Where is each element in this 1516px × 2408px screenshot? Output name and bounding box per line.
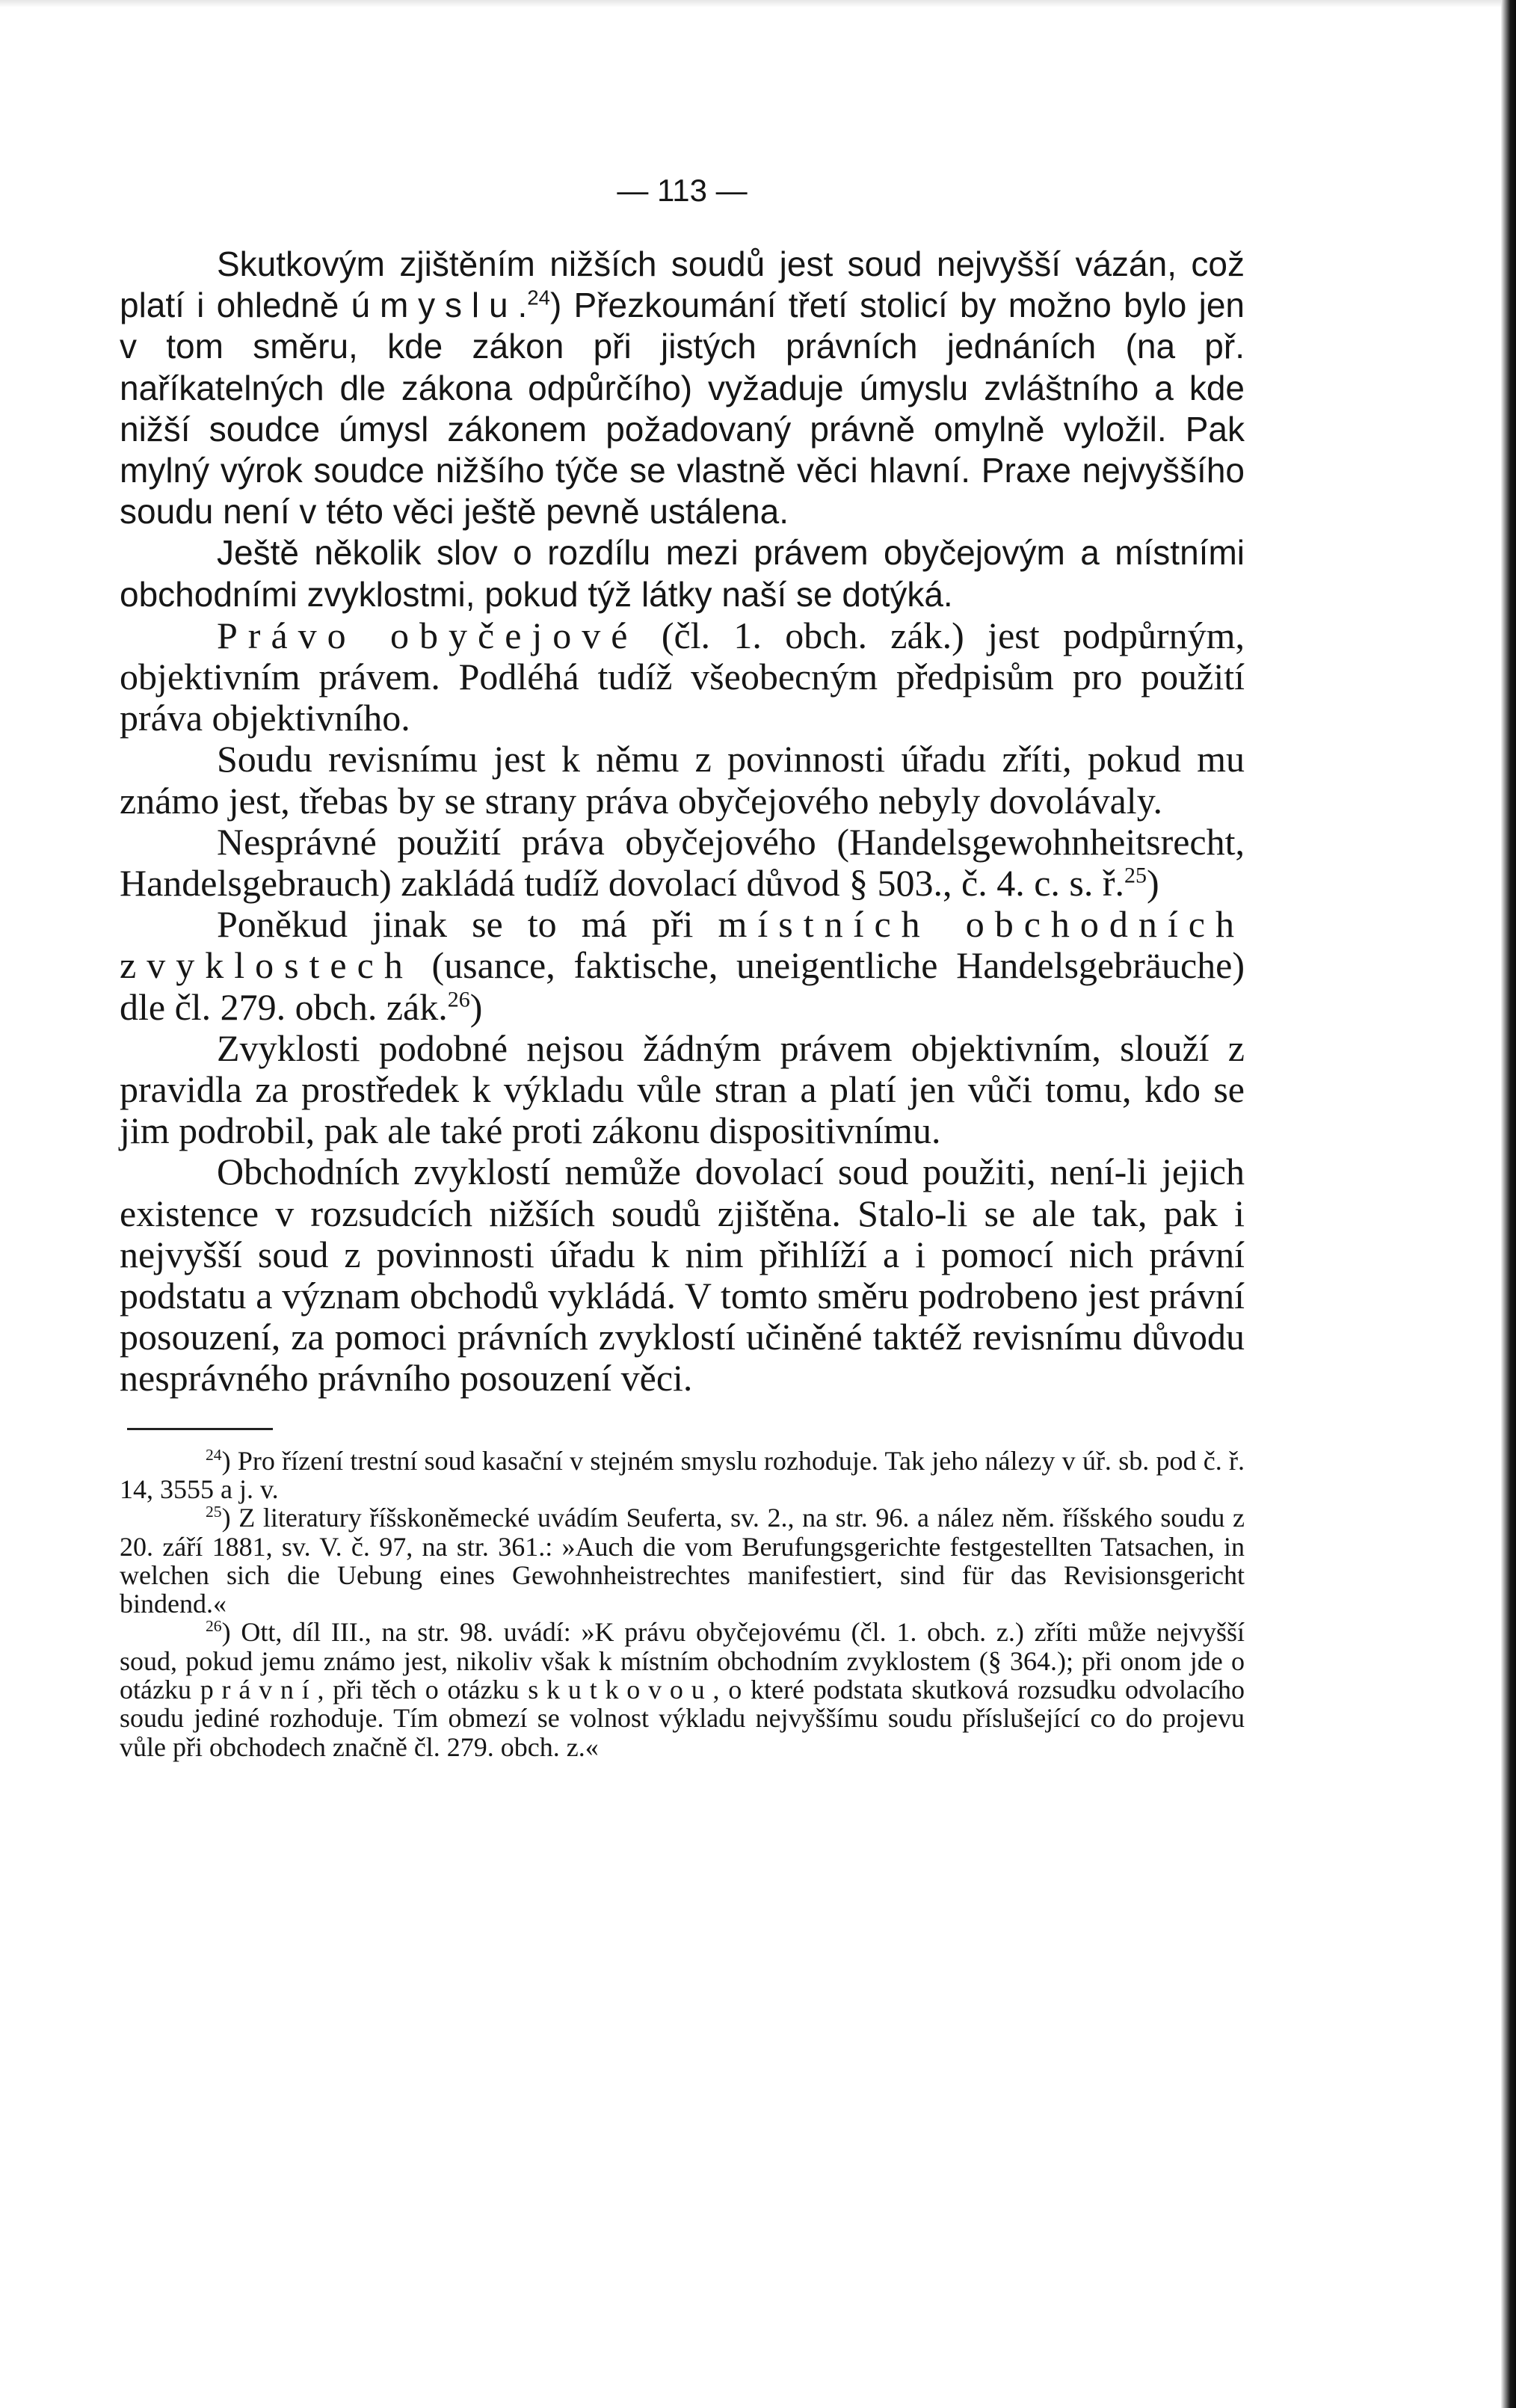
- footnote-ref: 26: [206, 1617, 222, 1636]
- page-number: — 113 —: [617, 173, 748, 208]
- footnote-separator: [127, 1428, 273, 1430]
- text-run: ) Přezkoumání třetí stolicí by možno bylo jen v tom směru, kde zákon při jistých právních jednáních (na př. naříkatelných dle zákona odpůrčího) vyžaduje úmyslu zvláštního a kde nižší soudce úmysl zákonem požadovaný právně omylně vyložil. Pak mylný výrok soudce nižšího týče se vlastně věci hlavní. Praxe nejvyššího soudu není v této věci ještě pevně ustálena.: [120, 286, 1245, 532]
- footnote: [120, 1618, 1245, 1761]
- footnote-ref: 26: [447, 987, 470, 1011]
- footnotes: [120, 1447, 1245, 1761]
- text-run: Nesprávné použití práva obyčejového (Handelsgewohnheitsrecht, Handelsgebrauch) zakládá tudíž dovolací důvod § 503., č. 4. c. s. ř.: [120, 820, 1245, 905]
- text-run: (usance, faktische, uneigentliche Handelsgebräuche) dle čl. 279. obch. zák.: [120, 944, 1245, 1028]
- paragraph: [120, 615, 1245, 739]
- text-run: ) Pro řízení trestní soud kasační v stejném smyslu rozhoduje. Tak jeho nálezy v úř. sb. pod č. ř. 14, 3555 a j. v.: [120, 1445, 1245, 1504]
- text-run: Ještě několik slov o rozdílu mezi právem obyčejovým a místními obchodními zvyklostmi, pokud týž látky naší se dotýká.: [120, 533, 1245, 614]
- text-run: Skutkovým zjištěním nižších soudů jest soud nejvyšší vázán, což platí i ohledně: [120, 244, 1245, 325]
- footnote-ref: 24: [206, 1445, 222, 1464]
- footnote: [120, 1503, 1245, 1618]
- spaced-emphasis: místních obchodních zvyklostech: [120, 903, 1245, 987]
- footnote-ref: 25: [206, 1503, 222, 1521]
- spaced-emphasis: skutkovou: [528, 1675, 713, 1705]
- spaced-emphasis: Právo obyčejové: [217, 614, 638, 656]
- text-run: ) Z literatury říšskoněmecké uvádím Seuferta, sv. 2., na str. 96. a nález něm. říšského soudu z 20. září 1881, sv. V. č. 97, na str. 361.: »Auch die vom Berufungsgerichte festgestellten Tatsachen, in welchen sich die Uebung eines Gewohnheistrechtes manifestiert, sind für das Revisionsgericht bindend.«: [120, 1503, 1245, 1619]
- paragraph: [120, 532, 1245, 615]
- paragraph: [120, 822, 1245, 904]
- spaced-emphasis: úmyslu: [351, 286, 518, 325]
- main-text: [120, 244, 1245, 1399]
- scan-edge-shadow: [1501, 0, 1516, 2408]
- paragraph: [120, 739, 1245, 821]
- paragraph: [120, 244, 1245, 532]
- paragraph: [120, 1028, 1245, 1152]
- spaced-emphasis: právní: [200, 1675, 318, 1705]
- book-page: [120, 172, 1245, 1761]
- text-run: Obchodních zvyklostí nemůže dovolací soud použiti, není-li jejich existence v rozsudcích nižších soudů zjištěna. Stalo-li se ale tak, pak i nejvyšší soud z povinnosti úřadu k nim přihlíží a i pomocí nich právní podstatu a význam obchodů vykládá. V tomto směru podrobeno jest právní posouzení, za pomoci právních zvyklostí učiněné taktéž revisnímu důvodu nesprávného právního posouzení věci.: [120, 1151, 1245, 1399]
- footnote: [120, 1447, 1245, 1504]
- paragraph: [120, 1151, 1245, 1399]
- text-run: Zvyklosti podobné nejsou žádným právem objektivním, slouží z pravidla za prostředek k výkladu vůle stran a platí jen vůči tomu, kdo se jim podrobil, pak ale také proti zákonu dispositivnímu.: [120, 1026, 1245, 1152]
- text-run: ): [469, 985, 483, 1028]
- page-top-shadow: [0, 0, 1516, 7]
- text-run: ) Ott, díl III., na str. 98. uvádí: »K právu obyčejovému (čl. 1. obch. z.) zříti může nejvyšší soud, pokud jemu známo jest, nikoliv však k místním obchodním zvyklostem (§ 364.); při onom jde o otázku: [120, 1617, 1245, 1705]
- text-run: (čl. 1. obch. zák.) jest podpůrným, objektivním právem. Podléhá tudíž všeobecným předpisům pro použití práva objektivního.: [120, 614, 1245, 739]
- footnote-ref: 25: [1124, 863, 1147, 888]
- text-run: Soudu revisnímu jest k němu z povinnosti úřadu zříti, pokud mu známo jest, třebas by se strany práva obyčejového nebyly dovolávaly.: [120, 738, 1245, 822]
- text-run: Poněkud jinak se to má při: [217, 903, 718, 946]
- text-run: .: [517, 286, 528, 325]
- paragraph: [120, 904, 1245, 1028]
- text-run: ): [1147, 862, 1159, 905]
- footnote-ref: 24: [527, 286, 550, 310]
- text-run: , při těch o otázku: [317, 1675, 529, 1705]
- text-run: , o které podstata skutková rozsudku odvolacího soudu jediné rozhoduje. Tím obmezí se volnost výkladu nejvyššímu soudu příslušející co do projevu vůle při obchodech značně čl. 279. obch. z.«: [120, 1675, 1245, 1762]
